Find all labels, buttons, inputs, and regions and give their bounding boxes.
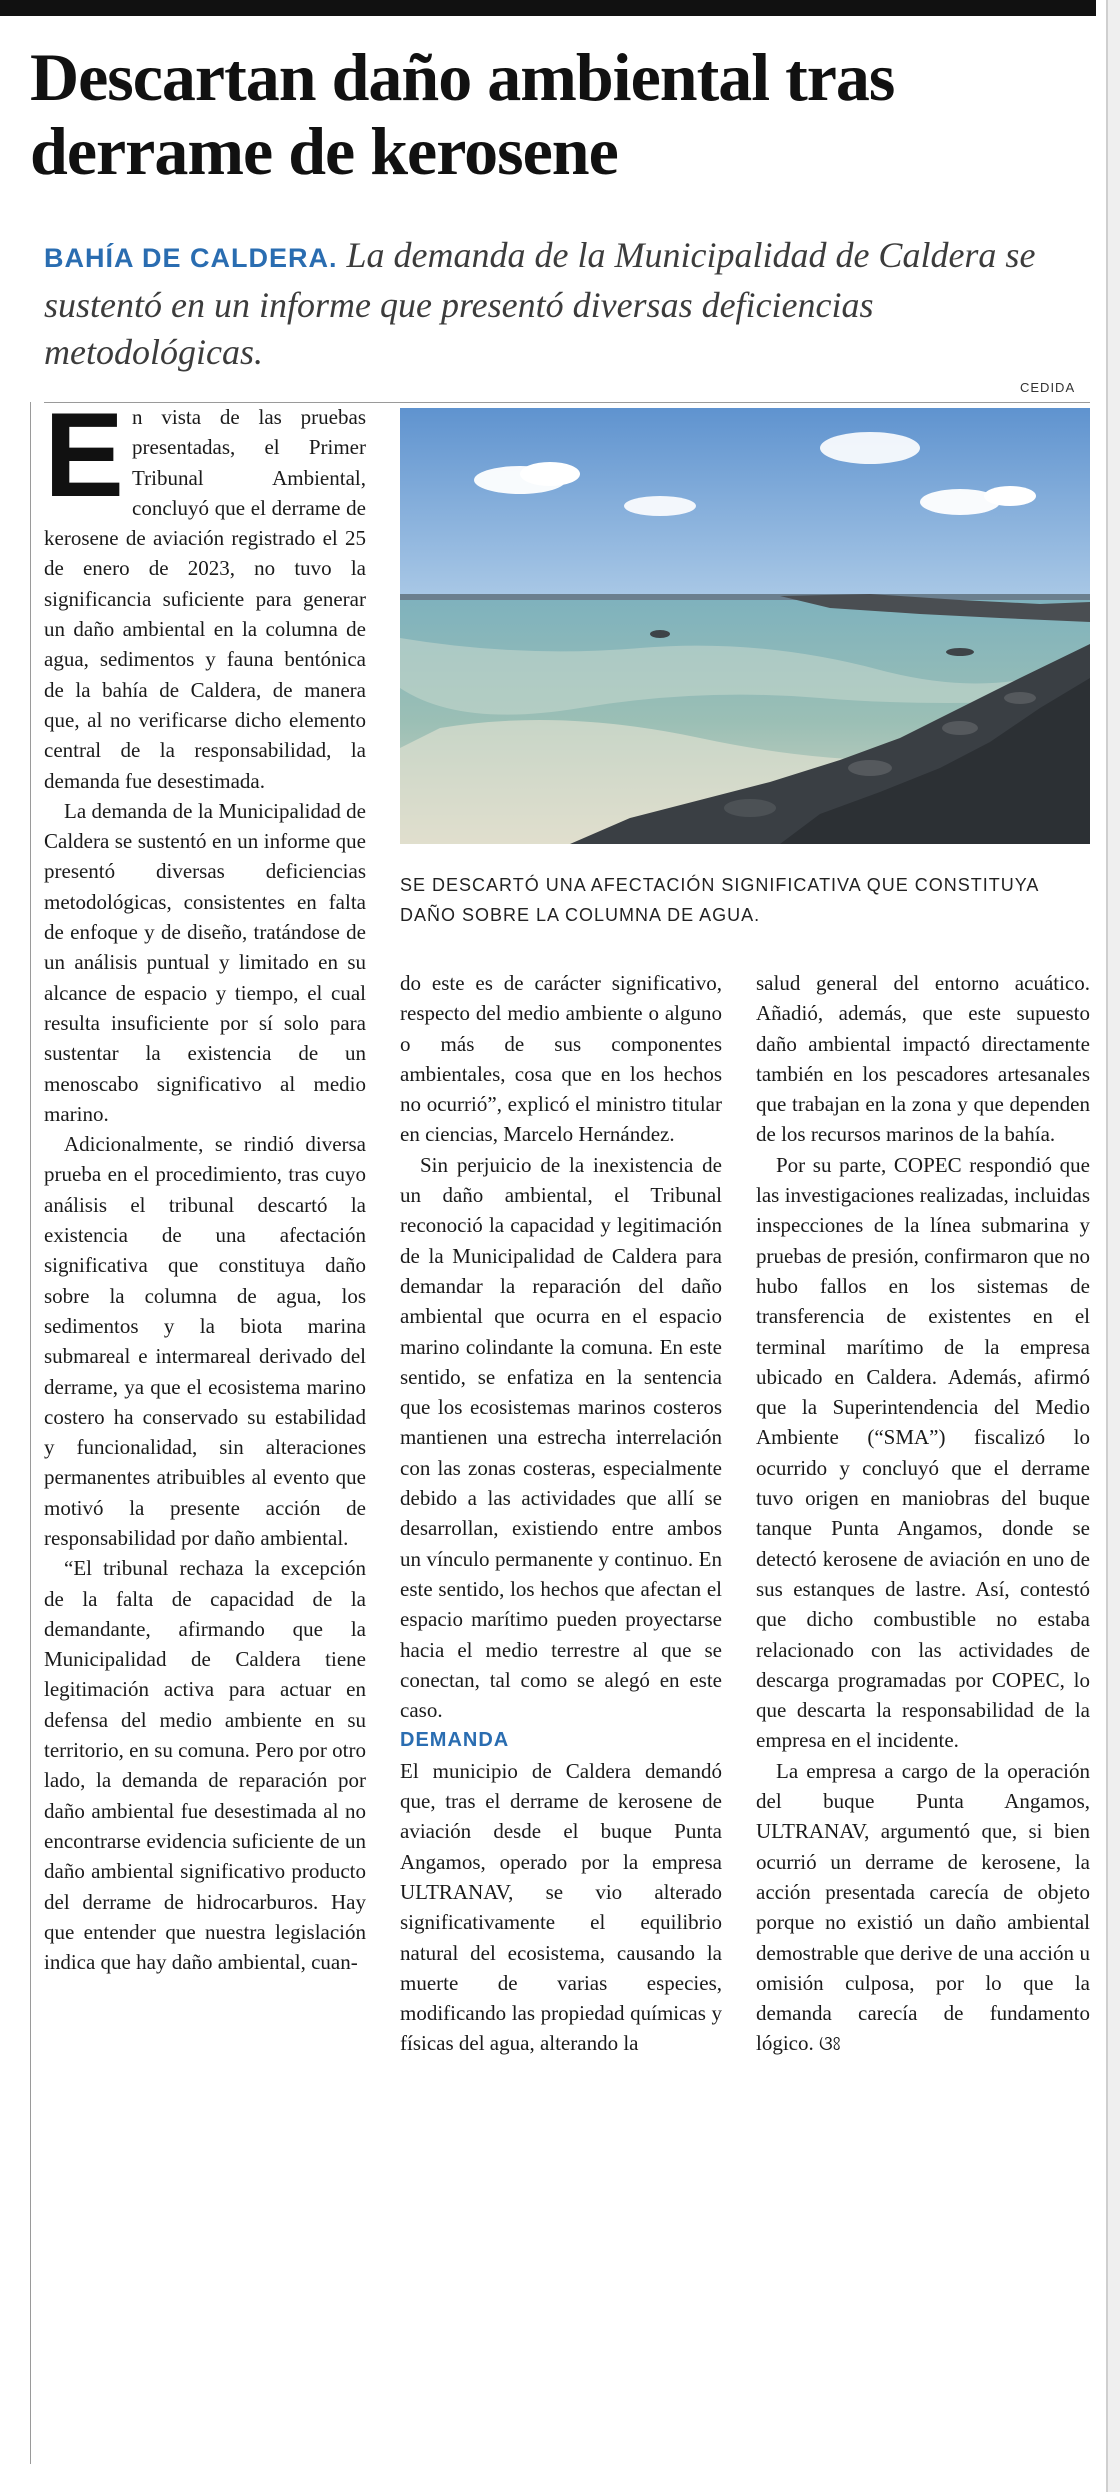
article-column-1 [44,388,366,1977]
page-top-bar [0,0,1096,16]
body-paragraph: El municipio de Caldera demandó que, tras el derrame de kerosene de aviación desde el buque Punta Angamos, operado por la empresa ULTRANAV, se vio alterado significativamente el equilibrio natural del ecosistema, causando la muerte de varias especies, modificando las propiedad químicas y físicas del agua, alterando la [400,1758,722,2056]
drop-cap: E [44,388,125,522]
paragraph-text: n vista de las pruebas presentadas, el Primer Tribunal Ambiental, concluyó que el derrame de kerosene de aviación registrado el 25 de enero de 2023, no tuvo la significancia suficiente para generar un daño ambiental en la columna de agua, sedimentos y fauna bentónica de la bahía de Caldera, de manera que, al no verificarse dicho elemento central de la responsabilidad, la demanda fue desestimada. [44,405,366,793]
end-mark-icon: ଓଃ [819,2031,841,2056]
page-right-edge [1106,0,1120,2492]
body-paragraph: “El tribunal rechaza la excepción de la falta de capacidad de la demandante, afirmando que la Municipalidad de Caldera tiene legitimación activa para actuar en defensa del medio ambiente en su territorio, en su comuna. Pero por otro lado, la demanda de reparación por daño ambiental fue desestimada al no encontrarse evidencia suficiente de un daño ambiental significativo producto del derrame de hidrocarburos. Hay que entender que nuestra legislación indica que hay daño ambiental, cuan- [44,1556,366,1975]
body-paragraph: Por su parte, COPEC respondió que las investigaciones realizadas, incluidas inspecciones de la línea submarina y pruebas de presión, confirmaron que no hubo fallos en los sistemas de transferencia de existentes en el terminal marítimo de la empresa ubicado en Caldera. Además, afirmó que la Superintendencia del Medio Ambiente (“SMA”) fiscalizó lo ocurrido y concluyó que el derrame tuvo origen en maniobras del buque tanque Punta Angamos, donde se detectó kerosene de aviación en uno de sus estanques de lastre. Así, contestó que dicho combustible no estaba relacionado con las actividades de descarga programadas por COPEC, lo que descarta la responsabilidad de la empresa en el incidente. [756,1152,1090,1753]
left-column-rule [30,402,31,2464]
section-subhead: DEMANDA [400,1729,510,1752]
body-paragraph: salud general del entorno acuático. Añadió, además, que este supuesto daño ambiental impactó directamente también en los pescadores artesanales que trabajan en la zona y que dependen de los recursos marinos de la bahía. [756,971,1090,1147]
body-paragraph: Adicionalmente, se rindió diversa prueba en el procedimiento, tras cuyo análisis el tribunal descartó la existencia de una afectación significativa que constituya daño sobre la columna de agua, los sedimentos y la biota marina submareal e intermareal derivado del derrame, ya que el ecosistema marino costero ha conservado su estabilidad y funcionalidad, sin alteraciones permanentes atribuibles al evento que motivó la presente acción de responsabilidad por daño ambiental. [44,1132,366,1550]
photo-caption: SE DESCARTÓ UNA AFECTACIÓN SIGNIFICATIVA QUE CONSTITUYA DAÑO SOBRE LA COLUMNA DE AGUA. [400,875,1039,925]
article-headline: Descartan daño ambiental tras derrame de kerosene [30,39,895,189]
deck-text: La demanda de la Municipalidad de Caldera se sustentó en un informe que presentó diversas deficiencias metodológicas. [44,235,1036,372]
location-kicker: BAHÍA DE CALDERA. [44,243,338,273]
body-paragraph: Sin perjuicio de la inexistencia de un daño ambiental, el Tribunal reconoció la capacidad y legitimación de la Municipalidad de Caldera para demandar la reparación del daño ambiental que ocurra en el espacio marino colindante la comuna. En este sentido, se enfatiza en la sentencia que los ecosistemas marinos costeros mantienen una estrecha interrelación con las zonas costeras, especialmente debido a las actividades que allí se desarrollan, existiendo entre ambos un vínculo permanente y continuo. En este sentido, los hechos que afectan el espacio marítimo pueden proyectarse hacia el medio terrestre al que se conectan, tal como se alegó en este caso. [400,1152,722,1723]
body-paragraph: La demanda de la Municipalidad de Caldera se sustentó en un informe que presentó diversas deficiencias metodológicas, consistentes en falta de enfoque y de diseño, tratándose de un análisis puntual y limitado en su alcance de espacio y tiempo, el cual resulta insuficiente por sí solo para sustentar la existencia de un menoscabo significativo al medio marino. [44,798,366,1126]
article-photo [400,408,1090,844]
body-paragraph [756,1756,1090,2059]
photo-credit: CEDIDA [1020,380,1076,395]
body-paragraph [44,388,366,796]
article-column-3 [756,968,1090,2059]
article-column-2 [400,968,722,2059]
article-deck [44,232,1084,376]
paragraph-text: La empresa a cargo de la operación del buque Punta Angamos, ULTRANAV, argumentó que, si bien ocurrió un derrame de kerosene, la acción presentada carecía de objeto porque no existió un daño ambiental demostrable que derive de una acción u omisión culposa, por lo que la demanda carecía de fundamento lógico. [756,1758,1090,2056]
body-paragraph: do este es de carácter significativo, respecto del medio ambiente o alguno o más de sus componentes ambientales, cosa que en los hechos no ocurrió”, explicó el ministro titular en ciencias, Marcelo Hernández. [400,971,722,1147]
